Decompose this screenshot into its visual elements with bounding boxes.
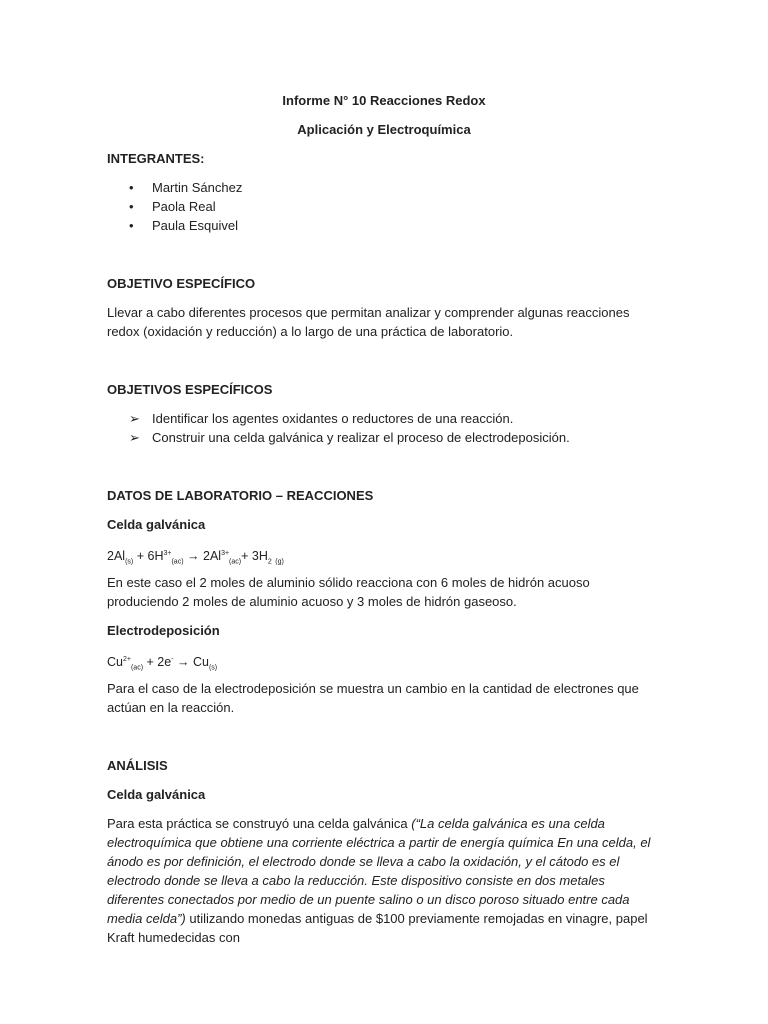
list-item bbox=[107, 216, 662, 235]
document-subtitle: Aplicación y Electroquímica bbox=[297, 122, 471, 137]
analisis-paragraph: Para esta práctica se construyó una celda galvánica (“La celda galvánica es una celda electroquímica que obtiene una corriente eléctrica a partir de energía química En una celda, el ánodo es por definición, el electrodo donde se lleva a cabo la oxidación, y el cátodo es el electrodo donde se lleva a cabo la reducción. Este dispositivo consiste en dos metales diferentes conectados por medio de un puente salino o un disco poroso situado entre cada media celda”) utilizando monedas antiguas de $100 previamente remojadas en vinagre, papel Kraft humedecidas con bbox=[107, 816, 651, 945]
analisis-heading: ANÁLISIS bbox=[107, 758, 168, 773]
list-item bbox=[107, 428, 662, 447]
integrantes-list bbox=[107, 178, 662, 235]
electro-heading: Electrodeposición bbox=[107, 623, 220, 638]
member-name: Paola Real bbox=[152, 199, 216, 214]
list-item bbox=[107, 409, 662, 428]
reaction-formula-galvanic: $2Al_{(s)} + 6H^{3+}_{(ac)} \to 2Al^{3+}_{(ac)}+ 3H_2$ $_{(g)}$ bbox=[107, 549, 284, 566]
arrow-bullet-icon: ➢ bbox=[129, 411, 140, 426]
objetivo-item: Construir una celda galvánica y realizar el proceso de electrodeposición. bbox=[152, 430, 570, 445]
member-name: Martin Sánchez bbox=[152, 180, 243, 195]
electro-description: Para el caso de la electrodeposición se muestra un cambio en la cantidad de electrones que actúan en la reacción. bbox=[107, 681, 639, 715]
objetivo-item: Identificar los agentes oxidantes o reductores de una reacción. bbox=[152, 411, 514, 426]
objetivo-text: Llevar a cabo diferentes procesos que permitan analizar y comprender algunas reacciones redox (oxidación y reducción) a lo largo de una práctica de laboratorio. bbox=[107, 305, 630, 339]
reaction-arrow-icon: → bbox=[177, 655, 190, 670]
document-title: Informe N° 10 Reacciones Redox bbox=[282, 93, 486, 108]
bullet-icon: • bbox=[129, 199, 134, 214]
bullet-icon: • bbox=[129, 218, 134, 233]
datos-heading: DATOS DE LABORATORIO – REACCIONES bbox=[107, 488, 374, 503]
analisis-celda-heading: Celda galvánica bbox=[107, 787, 206, 802]
objetivos-list bbox=[107, 409, 662, 447]
member-name: Paula Esquivel bbox=[152, 218, 238, 233]
objetivos-heading: OBJETIVOS ESPECÍFICOS bbox=[107, 382, 273, 397]
arrow-bullet-icon: ➢ bbox=[129, 430, 140, 445]
reaction-formula-electro: $Cu^{2+}_{(ac)} + 2e^- \to Cu_{(s)}$ bbox=[107, 655, 218, 672]
list-item bbox=[107, 197, 662, 216]
bullet-icon: • bbox=[129, 180, 134, 195]
datos-celda-heading: Celda galvánica bbox=[107, 517, 206, 532]
celda-description: En este caso el 2 moles de aluminio sólido reacciona con 6 moles de hidrón acuoso produciendo 2 moles de aluminio acuoso y 3 moles de hidrón gaseoso. bbox=[107, 575, 590, 609]
list-item bbox=[107, 178, 662, 197]
integrantes-heading: INTEGRANTES: bbox=[107, 151, 205, 166]
reaction-arrow-icon: → bbox=[187, 549, 200, 564]
objetivo-heading: OBJETIVO ESPECÍFICO bbox=[107, 276, 256, 291]
